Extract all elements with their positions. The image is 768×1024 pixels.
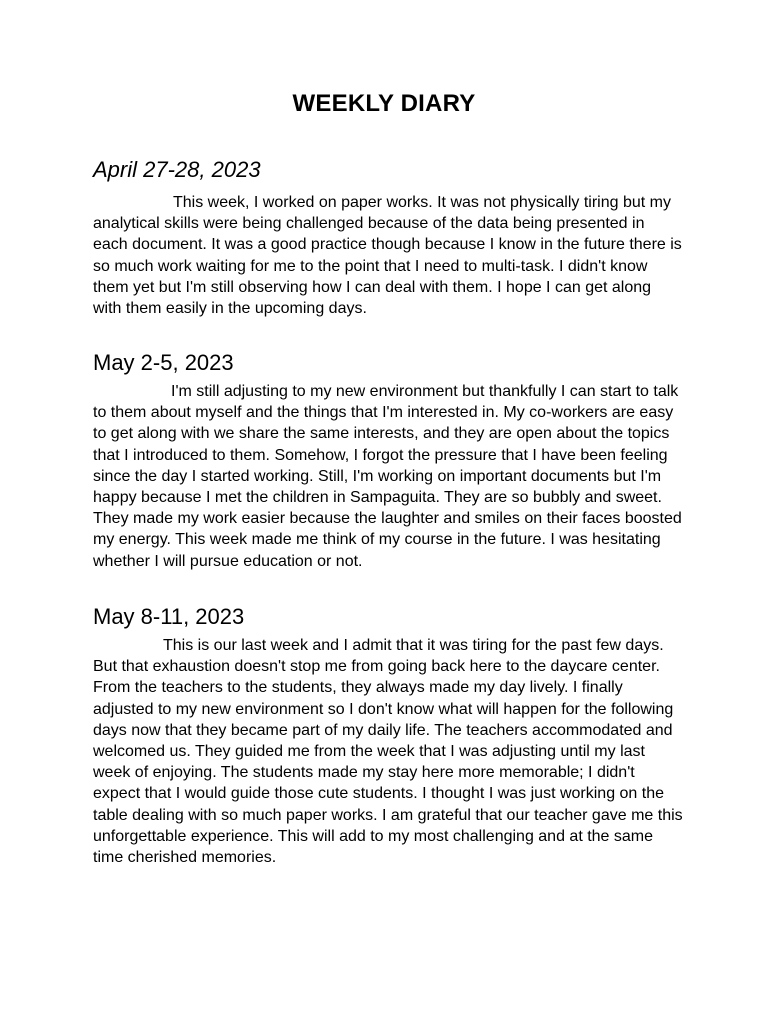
entry-date-may-2-5: May 2-5, 2023 (93, 350, 234, 375)
entry-text-may-8-11: This is our last week and I admit that it was tiring for the past few days. But that exhaustion doesn't stop me from going back here to the daycare center. From the teachers to the students, they always made my day lively. I finally adjusted to my new environment so I don't know what will happen for the following days now that they became part of my daily life. The teachers accommodated and welcomed us. They guided me from the week that I was adjusting until my last week of enjoying. The students made my stay here more memorable; I didn't expect that I would guide those cute students. I thought I was just working on the table dealing with so much paper works. I am grateful that our teacher gave me this unforgettable experience. This will add to my most challenging and at the same time cherished memories. (93, 637, 683, 867)
entry-date-may-8-11: May 8-11, 2023 (93, 604, 245, 629)
entry-text-may-2-5: I'm still adjusting to my new environment but thankfully I can start to talk to them about myself and the things that I'm interested in. My co-workers are easy to get along with we share the same interests, and they are open about the topics that I introduced to them. Somehow, I forgot the pressure that I have been feeling since the day I started working. Still, I'm working on important documents but I'm happy because I met the children in Sampaguita. They are so bubbly and sweet. They made my work easier because the laughter and smiles on their faces boosted my energy. This week made me think of my course in the future. I was hesitating whether I will pursue education or not. (93, 383, 682, 570)
entry-text-april-27-28: This week, I worked on paper works. It was not physically tiring but my analytical skills were being challenged because of the data being presented in each document. It was a good practice though because I know in the future there is so much work waiting for me to the point that I need to multi-task. I didn't know them yet but I'm still observing how I can deal with them. I hope I can get along with them easily in the upcoming days. (93, 194, 682, 318)
entry-date-april-27-28: April 27-28, 2023 (93, 157, 261, 182)
page-title: WEEKLY DIARY (292, 90, 476, 117)
